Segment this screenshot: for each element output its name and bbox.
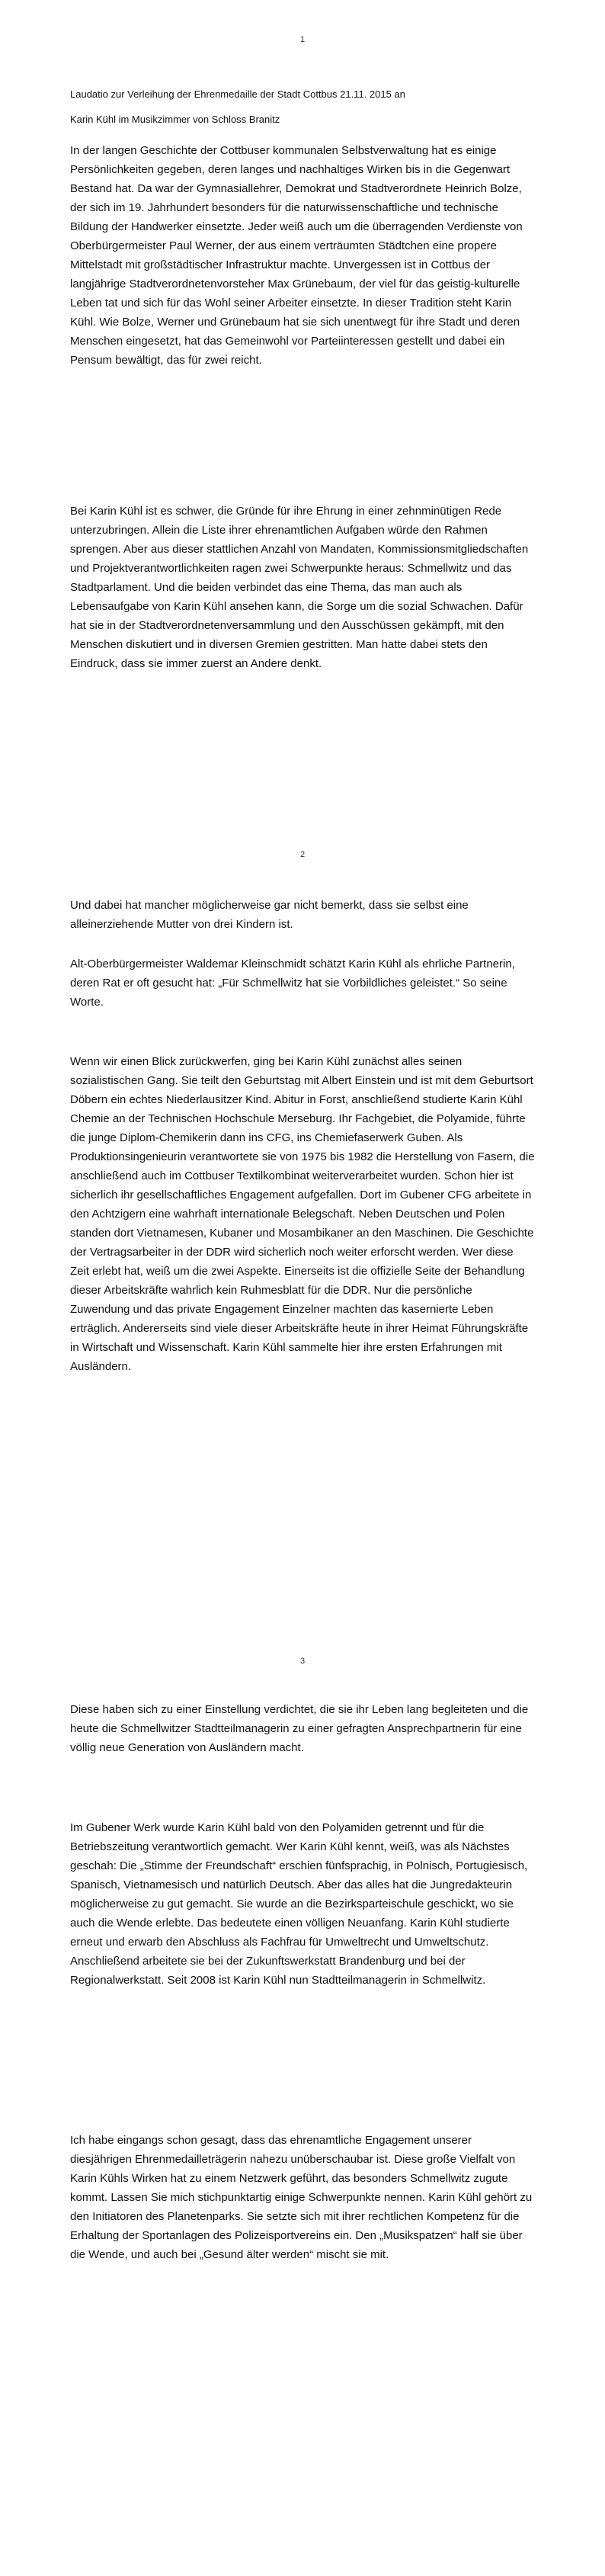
paragraph: Im Gubener Werk wurde Karin Kühl bald von den Polyamiden getrennt und für die Betriebszeitung verantwortlich gemacht. Wer Karin Kühl kennt, weiß, was als Nächstes geschah: Die „Stimme der Freundschaft“ erschien fünfsprachig, in Polnisch, Portugiesisch, Spanisch, Vietnamesisch und natürlich Deutsch. Aber das alles hat die Jungredakteurin möglicherweise zu gut gemacht. Sie wurde an die Bezirksparteischule geschickt, wo sie auch die Wende erlebte. Das bedeutete einen völligen Neuanfang. Karin Kühl studierte erneut und erwarb den Abschluss als Fachfrau für Umweltrecht und Umweltschutz. Anschließend arbeitete sie bei der Zukunftswerkstatt Brandenburg und bei der Regionalwerkstatt. Seit 2008 ist Karin Kühl nun Stadtteilmanagerin in Schmellwitz.: [70, 1821, 528, 1987]
paragraph: In der langen Geschichte der Cottbuser kommunalen Selbstverwaltung hat es einige Persönlichkeiten gegeben, deren langes und nachhaltiges Wirken bis in die Gegenwart Bestand hat. Da war der Gymnasiallehrer, Demokrat und Stadtverordnete Heinrich Bolze, der sich im 19. Jahrhundert besonders für die naturwissenschaftliche und technische Bildung der Handwerker einsetzte. Jeder weiß auch um die überragenden Verdienste von Oberbürgermeister Paul Werner, der aus einem verträumten Städtchen eine propere Mittelstadt mit großstädtischer Infrastruktur machte. Unvergessen ist in Cottbus der langjährige Stadtverordnetenvorsteher Max Grünebaum, der viel für das geistig-kulturelle Leben tat und sich für das Wohl seiner Arbeiter einsetzte. In dieser Tradition steht Karin Kühl. Wie Bolze, Werner und Grünebaum hat sie sich unentwegt für ihre Stadt und deren Menschen eingesetzt, hat das Gemeinwohl vor Parteiinteressen gestellt und dabei ein Pensum bewältigt, das für zwei reicht.: [70, 144, 523, 367]
paragraph: Bei Karin Kühl ist es schwer, die Gründe für ihre Ehrung in einer zehnminütigen Rede unterzubringen. Allein die Liste ihrer ehrenamtlichen Aufgaben würde den Rahmen sprengen. Aber aus dieser stattlichen Anzahl von Mandaten, Kommissionsmitgliedschaften und Projektverantwortlichkeiten ragen zwei Schwerpunkte heraus: Schmellwitz und das Stadtparlament. Und die beiden verbindet das eine Thema, das man auch als Lebensaufgabe von Karin Kühl ansehen kann, die Sorge um die sozial Schwachen. Dafür hat sie in der Stadtverordnetenversammlung und den Ausschüssen gekämpft, mit den Menschen diskutiert und in diversen Gremien gestritten. Man hatte dabei stets den Eindruck, dass sie immer zuerst an Andere denkt.: [70, 505, 529, 670]
paragraph: Wenn wir einen Blick zurückwerfen, ging bei Karin Kühl zunächst alles seinen sozialistischen Gang. Sie teilt den Geburtstag mit Albert Einstein und ist mit dem Geburtsort Döbern ein echtes Niederlausitzer Kind. Abitur in Forst, anschließend studierte Karin Kühl Chemie an der Technischen Hochschule Merseburg. Ihr Fachgebiet, die Polyamide, führte die junge Diplom-Chemikerin dann ins CFG, ins Chemiefaserwerk Guben. Als Produktionsingenieurin verantwortete sie von 1975 bis 1982 die Herstellung von Fasern, die anschließend auch im Cottbuser Textilkombinat weiterverarbeitet wurden. Schon hier ist sicherlich ihr gesellschaftliches Engagement aufgefallen. Dort im Gubener CFG arbeitete in den Achtzigern eine wahrhaft internationale Belegschaft. Neben Deutschen und Polen standen dort Vietnamesen, Kubaner und Mosambikaner an den Maschinen. Die Geschichte der Vertragsarbeiter in der DDR wird sicherlich noch weiter erforscht werden. Wer diese Zeit erlebt hat, weiß um die zwei Aspekte. Einerseits ist die offizielle Seite der Behandlung dieser Arbeitskräfte wahrlich kein Ruhmesblatt für die DDR. Nur die persönliche Zuwendung und das private Engagement Einzelner machten das kasernierte Leben erträglich. Andererseits sind viele dieser Arbeitskräfte heute in ihrer Heimat Führungskräfte in Wirtschaft und Wissenschaft. Karin Kühl sammelte hier ihre ersten Erfahrungen mit Ausländern.: [70, 1055, 535, 1373]
paragraph: Diese haben sich zu einer Einstellung verdichtet, die sie ihr Leben lang begleiteten und die heute die Schmellwitzer Stadtteilmanagerin zu einer gefragten Ansprechpartnerin für eine völlig neue Generation von Ausländern macht.: [70, 1703, 529, 1754]
page-number: 2: [299, 850, 306, 859]
page-number: 1: [299, 35, 306, 44]
paragraph: Und dabei hat mancher möglicherweise gar nicht bemerkt, dass sie selbst eine alleinerziehende Mutter von drei Kindern ist.: [70, 899, 469, 931]
document-title: Laudatio zur Verleihung der Ehrenmedaille der Stadt Cottbus 21.11. 2015 an: [70, 88, 405, 100]
paragraph: Ich habe eingangs schon gesagt, dass das ehrenamtliche Engagement unserer diesjährigen Ehrenmedailleträgerin nahezu unüberschaubar ist. Diese große Vielfalt von Karin Kühls Wirken hat zu einem Netzwerk geführt, das besonders Schmellwitz zugute kommt. Lassen Sie mich stichpunktartig einige Schwerpunkte nennen. Karin Kühl gehört zu den Initiatoren des Planetenparks. Sie setzte sich mit ihrer rechtlichen Kompetenz für die Erhaltung der Sportanlagen des Polizeisportvereins ein. Den „Musikspatzen“ half sie über die Wende, und auch bei „Gesund älter werden“ mischt sie mit.: [70, 2134, 533, 2261]
page-number: 3: [299, 1657, 306, 1666]
document-subtitle: Karin Kühl im Musikzimmer von Schloss Branitz: [70, 114, 280, 125]
paragraph: Alt-Oberbürgermeister Waldemar Kleinschmidt schätzt Karin Kühl als ehrliche Partnerin, deren Rat er oft gesucht hat: „Für Schmellwitz hat sie Vorbildliches geleistet.“ So seine Worte.: [70, 958, 515, 1009]
